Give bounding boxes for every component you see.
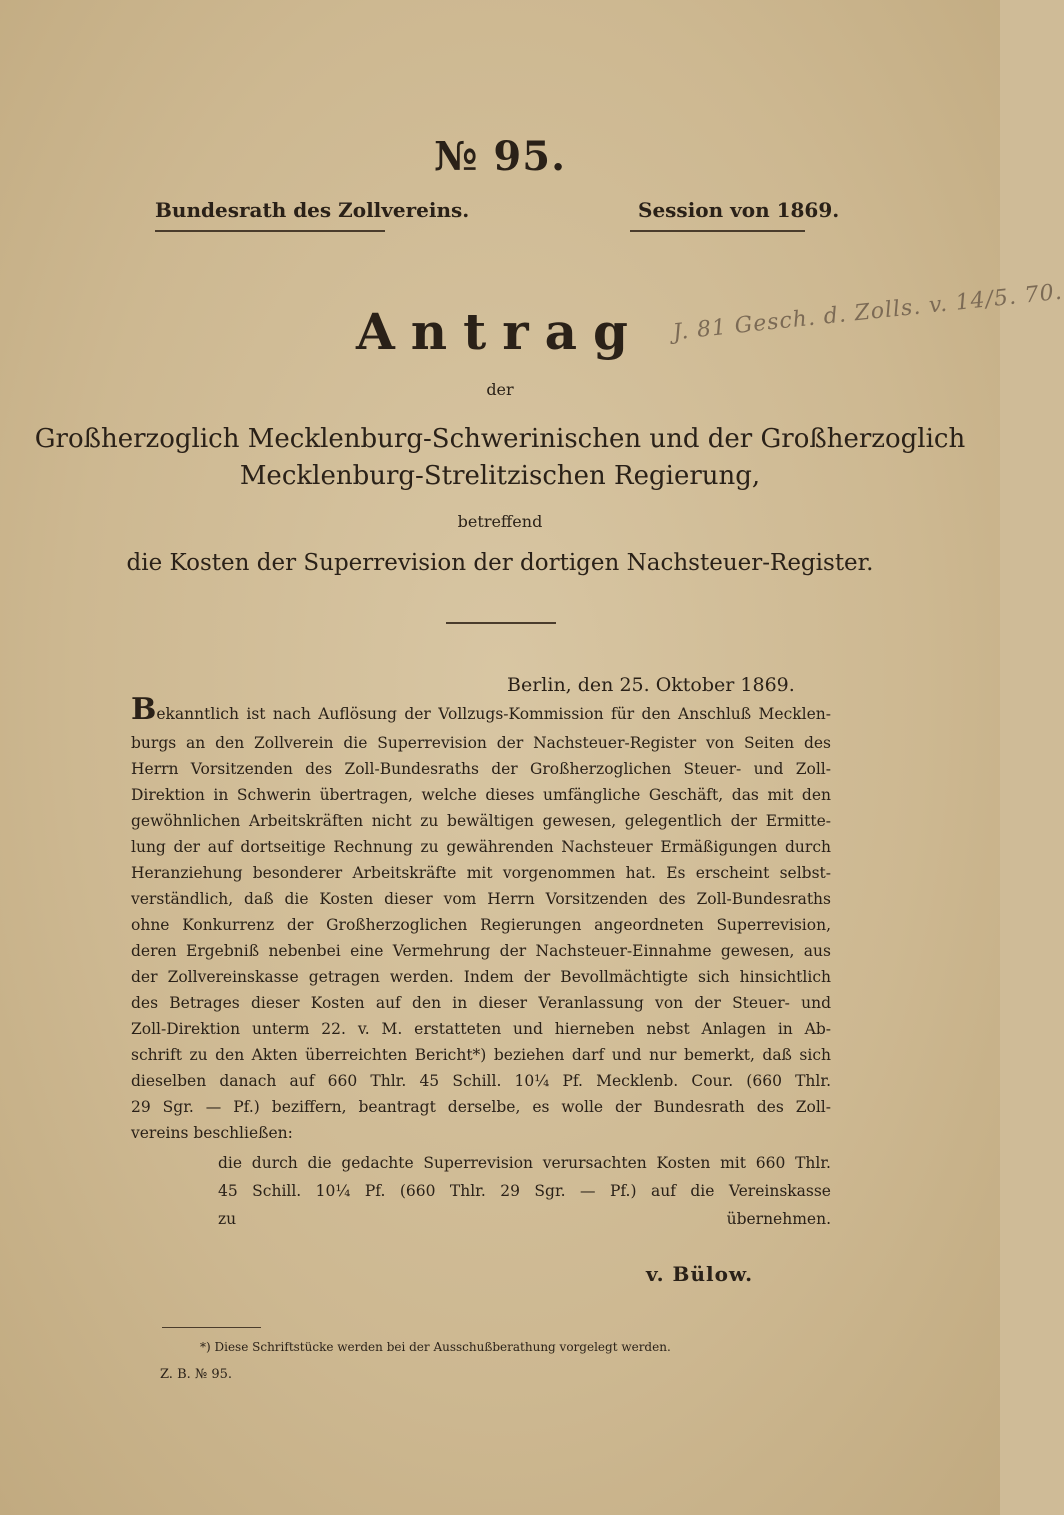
body-line: lung der auf dortseitige Rechnung zu gewährenden Nachsteuer Ermäßigungen durch xyxy=(131,838,831,856)
body-line: dieselben danach auf 660 Thlr. 45 Schill. 10¼ Pf. Mecklenb. Cour. (660 Thlr. xyxy=(131,1072,831,1090)
title-der: der xyxy=(486,380,514,399)
body-line: Zoll-Direktion unterm 22. v. M. erstatteten und hierneben nebst Anlagen in Ab- xyxy=(131,1020,831,1038)
body-line: deren Ergebniß nebenbei eine Vermehrung der Nachsteuer-Einnahme gewesen, aus xyxy=(131,942,831,960)
document-number: № 95. xyxy=(434,133,566,180)
signature-mark: Z. B. № 95. xyxy=(160,1367,232,1382)
body-line: burgs an den Zollverein die Superrevision der Nachsteuer-Register von Seiten des xyxy=(131,734,831,752)
body-line: Herrn Vorsitzenden des Zoll-Bundesraths der Großherzoglichen Steuer- und Zoll- xyxy=(131,760,831,778)
title-line-2: Mecklenburg-Strelitzischen Regierung, xyxy=(239,461,761,491)
body-line xyxy=(131,692,831,727)
body-line-text: ekanntlich ist nach Auflösung der Vollzugs-Kommission für den Anschluß Mecklen- xyxy=(156,705,831,723)
body-line: ohne Konkurrenz der Großherzoglichen Regierungen angeordneten Superrevision, xyxy=(131,916,831,934)
header-rule-left xyxy=(155,230,385,232)
footnote: *) Diese Schriftstücke werden bei der Ausschußberathung vorgelegt werden. xyxy=(200,1340,671,1354)
dropcap: B xyxy=(131,692,157,727)
body-line: vereins beschließen: xyxy=(131,1124,293,1142)
header-session: Session von 1869. xyxy=(638,198,840,222)
signature: v. Bülow. xyxy=(646,1262,754,1286)
body-line: Heranziehung besonderer Arbeitskräfte mit vorgenommen hat. Es erscheint selbst- xyxy=(131,864,831,882)
dateline: Berlin, den 25. Oktober 1869. xyxy=(507,674,795,696)
title-line-1: Großherzoglich Mecklenburg-Schwerinischen und der Großherzoglich xyxy=(34,424,966,454)
body-line: des Betrages dieser Kosten auf den in dieser Veranlassung von der Steuer- und xyxy=(131,994,831,1012)
body-line: verständlich, daß die Kosten dieser vom Herrn Vorsitzenden des Zoll-Bundesraths xyxy=(131,890,831,908)
document-title: Antrag xyxy=(356,302,644,361)
resolution-line: die durch die gedachte Superrevision verursachten Kosten mit 660 Thlr. xyxy=(218,1154,831,1172)
footnote-rule xyxy=(162,1327,261,1328)
resolution-line: 45 Schill. 10¼ Pf. (660 Thlr. 29 Sgr. — Pf.) auf die Vereinskasse xyxy=(218,1182,831,1200)
body-line: der Zollvereinskasse getragen werden. Indem der Bevollmächtigte sich hinsichtlich xyxy=(131,968,831,986)
title-subject: die Kosten der Superrevision der dortigen Nachsteuer-Register. xyxy=(126,550,874,576)
header-rule-right xyxy=(630,230,805,232)
section-divider xyxy=(446,622,556,624)
title-betreffend: betreffend xyxy=(457,512,543,531)
body-line: 29 Sgr. — Pf.) beziffern, beantragt derselbe, es wolle der Bundesrath des Zoll- xyxy=(131,1098,831,1116)
handwritten-annotation: J. 81 Gesch. d. Zolls. v. 14/5. 70. xyxy=(671,279,1064,346)
header-bundesrath: Bundesrath des Zollvereins. xyxy=(155,198,470,222)
resolution-line: zu übernehmen. xyxy=(218,1210,831,1228)
body-line: gewöhnlichen Arbeitskräften nicht zu bewältigen gewesen, gelegentlich der Ermitte- xyxy=(131,812,831,830)
body-line: Direktion in Schwerin übertragen, welche dieses umfängliche Geschäft, das mit den xyxy=(131,786,831,804)
body-line: schrift zu den Akten überreichten Bericht*) beziehen darf und nur bemerkt, daß sich xyxy=(131,1046,831,1064)
